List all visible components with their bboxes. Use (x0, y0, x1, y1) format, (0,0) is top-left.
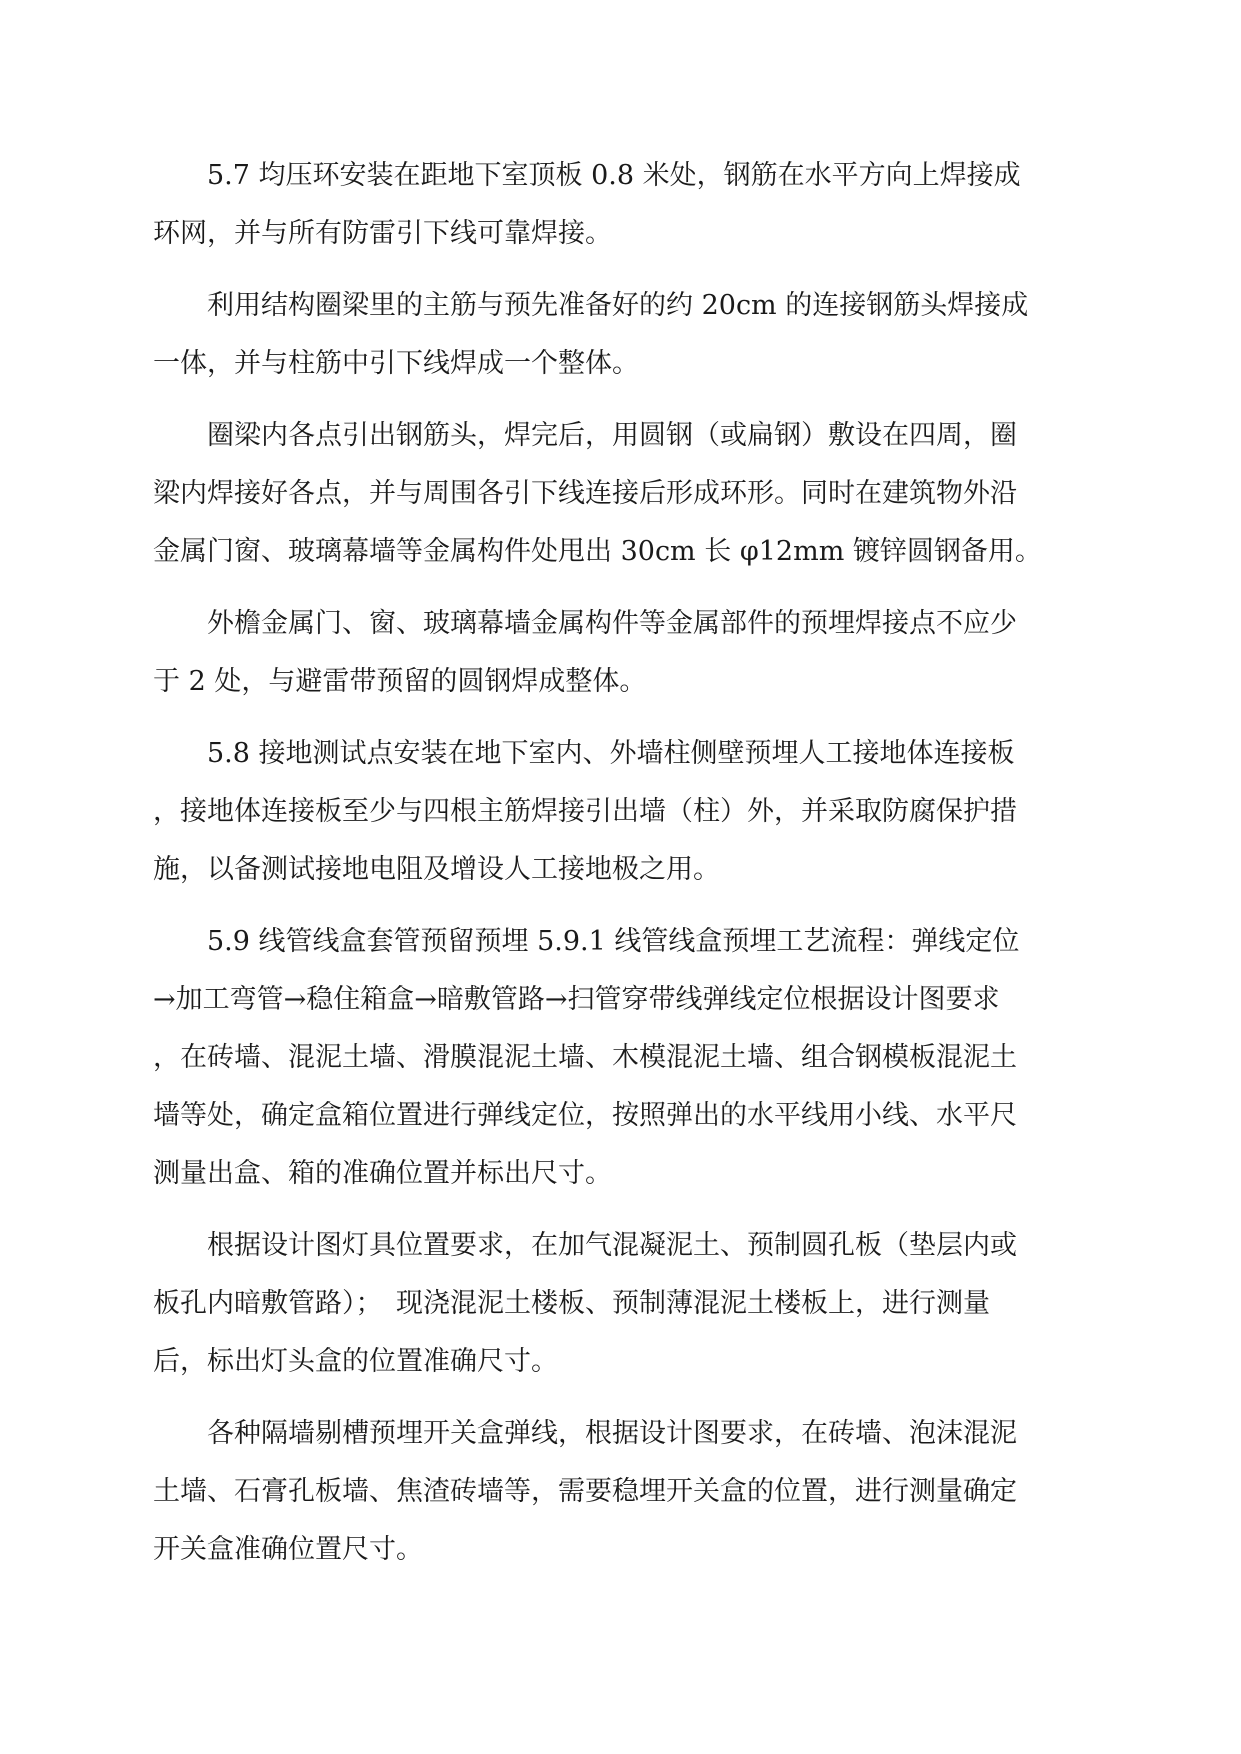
text-line: 外檐金属门、窗、玻璃幕墙金属构件等金属部件的预埋焊接点不应少 (207, 608, 1017, 639)
text-line: 墙等处，确定盒箱位置进行弹线定位，按照弹出的水平线用小线、水平尺 (153, 1100, 1017, 1131)
paragraph-ring-beam-rebar (153, 277, 1091, 393)
text-line: 利用结构圈梁里的主筋与预先准备好的约 20cm 的连接钢筋头焊接成 (207, 290, 1029, 321)
text-line: 一体，并与柱筋中引下线焊成一个整体。 (153, 348, 639, 379)
paragraph-conduit-preembed (153, 913, 1091, 1203)
text-line: 5.9 线管线盒套管预留预埋 5.9.1 线管线盒预埋工艺流程：弹线定位 (207, 926, 1020, 957)
paragraph-lamp-position (153, 1217, 1091, 1391)
paragraph-outer-eave-metal (153, 595, 1091, 711)
text-line: 各种隔墙剔槽预埋开关盒弹线，根据设计图要求，在砖墙、泡沫混泥 (207, 1418, 1017, 1449)
text-line: 5.7 均压环安装在距地下室顶板 0.8 米处，钢筋在水平方向上焊接成 (207, 160, 1021, 191)
text-line: 开关盒准确位置尺寸。 (153, 1534, 423, 1565)
text-line: 梁内焊接好各点，并与周围各引下线连接后形成环形。同时在建筑物外沿 (153, 478, 1017, 509)
text-line: 板孔内暗敷管路）； 现浇混泥土楼板、预制薄混泥土楼板上，进行测量 (153, 1288, 990, 1319)
text-line: 后，标出灯头盒的位置准确尺寸。 (153, 1346, 558, 1377)
text-line: ，接地体连接板至少与四根主筋焊接引出墙（柱）外，并采取防腐保护措 (153, 796, 1017, 827)
paragraph-ring-beam-points (153, 407, 1091, 581)
paragraph-switch-box (153, 1405, 1091, 1579)
text-line: 环网，并与所有防雷引下线可靠焊接。 (153, 218, 612, 249)
text-line: 土墙、石膏孔板墙、焦渣砖墙等，需要稳埋开关盒的位置，进行测量确定 (153, 1476, 1017, 1507)
text-line: 圈梁内各点引出钢筋头，焊完后，用圆钢（或扁钢）敷设在四周，圈 (207, 420, 1017, 451)
text-line: ，在砖墙、混泥土墙、滑膜混泥土墙、木模混泥土墙、组合钢模板混泥土 (153, 1042, 1017, 1073)
text-line: →加工弯管→稳住箱盒→暗敷管路→扫管穿带线弹线定位根据设计图要求 (153, 984, 1000, 1015)
text-line: 施，以备测试接地电阻及增设人工接地极之用。 (153, 854, 720, 885)
text-line: 测量出盒、箱的准确位置并标出尺寸。 (153, 1158, 612, 1189)
paragraph-grounding-test-point (153, 725, 1091, 899)
paragraph-equalizing-ring (153, 147, 1091, 263)
text-line: 根据设计图灯具位置要求，在加气混凝泥土、预制圆孔板（垫层内或 (207, 1230, 1017, 1261)
text-line: 金属门窗、玻璃幕墙等金属构件处甩出 30cm 长 φ12mm 镀锌圆钢备用。 (153, 536, 1042, 567)
text-line: 5.8 接地测试点安装在地下室内、外墙柱侧壁预埋人工接地体连接板 (207, 738, 1015, 769)
text-line: 于 2 处，与避雷带预留的圆钢焊成整体。 (153, 666, 647, 697)
